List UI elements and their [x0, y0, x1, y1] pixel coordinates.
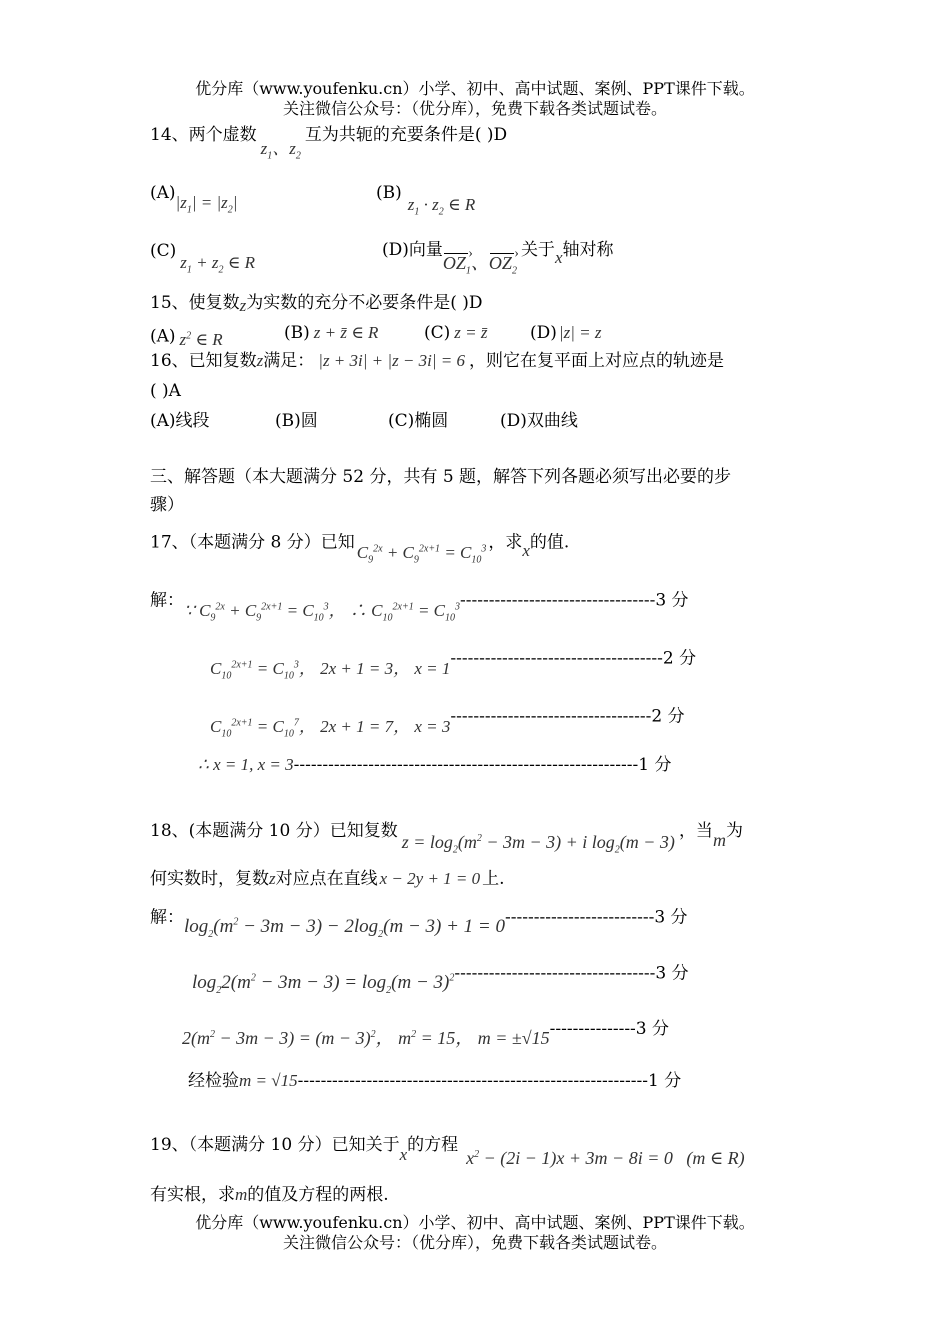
section-3-heading: 三、解答题（本大题满分 52 分，共有 5 题，解答下列各题必须写出必要的步	[150, 467, 732, 487]
q17-solution-step-2: $C_{10}^{2x+1} = C_{10}^3$， 2x + 1 = 3， x = 1-------------------------------------2 分	[210, 648, 697, 682]
q14-stem: 14、两个虚数$z_1$、$z_2$互为共轭的充要条件是( )D	[150, 125, 508, 162]
watermark-header-line-2: 关注微信公众号：（优分库），免费下载各类试题试卷。	[282, 99, 667, 118]
q14-option-d: (D)向量$OZ_1$ ›、$OZ_2$ ›关于x轴对称	[382, 238, 613, 269]
q17-solution-step-4: ∴ x = 1, x = 3------------------------------------------------------------1 分	[198, 755, 672, 775]
q18-solution-step-2: $\log_22(m^2 - 3m - 3) = \log_2(m - 3)^2-----------------------------------3$ 分	[192, 963, 689, 997]
q16-stem: 16、已知复数z满足： |z + 3i| + |z − 3i| = 6 ，则它在复平面上对应点的轨迹是	[150, 351, 725, 371]
q17-solution-step-3: $C_{10}^{2x+1} = C_{10}^7$， 2x + 1 = 7， x = 3-----------------------------------2 分	[210, 706, 685, 740]
q19-stem-line-2: 有实根，求m的值及方程的两根.	[150, 1185, 389, 1205]
q18-solution-step-3: $2(m^2 - 3m - 3) = (m - 3)^2$， $m^2 = 15$， m = ±√15---------------3 分	[182, 1019, 670, 1048]
q17-stem: 17、（本题满分 8 分）已知 $C_9^{2x} + C_9^{2x+1} = C_{10}^3$ ，求x的值.	[150, 532, 570, 566]
section-3-heading-line-2: 骤）	[150, 495, 184, 515]
q15-options: (A) $z^2$ ∈ R (B) z + z̄ ∈ R (C) z = z̄ (D) |z| = z	[150, 323, 602, 349]
q18-solution-step-4: 经检验m = √15-------------------------------------------------------------1 分	[188, 1071, 682, 1091]
q14-option-b: $(B)z_1 \cdot z_2$ ∈ R	[376, 183, 476, 218]
q16-stem-line-2: ( )A	[150, 381, 181, 401]
q18-stem: 18、(本题满分 10 分）已知复数$z = \log_2(m^2 - 3m - 3) + i$ $\log_2(m - 3)$，当m为	[150, 821, 743, 856]
q17-solution-step-1: 解：∵ $C_9^{2x} + C_9^{2x+1} = C_{10}^3$， ∴ $C_{10}^{2x+1} = C_{10}^3----------------------------------3$ 分	[150, 590, 689, 624]
q19-stem: 19、（本题满分 10 分）已知关于x的方程$x^2 - (2i - 1)x + 3m - 8i = 0$ (m ∈ R)	[150, 1135, 745, 1168]
q14-option-a: $(A)|z_1| = |z_2|$	[150, 183, 238, 216]
watermark-footer-line-1: 优分库（www.youfenku.cn）小学、初中、高中试题、案例、PPT课件下载。	[195, 1213, 755, 1232]
watermark-footer-line-2: 关注微信公众号：（优分库），免费下载各类试题试卷。	[282, 1233, 667, 1252]
q16-options: (A)线段 (B)圆 (C)椭圆 (D)双曲线	[150, 411, 578, 431]
q15-stem: 15、使复数z为实数的充分不必要条件是( )D	[150, 293, 483, 315]
watermark-header-line-1: 优分库（www.youfenku.cn）小学、初中、高中试题、案例、PPT课件下载。	[195, 79, 755, 98]
q18-stem-line-2: 何实数时，复数z对应点在直线 x − 2y + 1 = 0 上.	[150, 869, 505, 889]
q14-option-c: $(C)z_1 + z_2$ ∈ R	[150, 241, 255, 276]
q18-solution-step-1: 解：$\log_2(m^2 - 3m - 3) - 2\log_2(m - 3) + 1 = 0--------------------------3$ 分	[150, 907, 688, 941]
